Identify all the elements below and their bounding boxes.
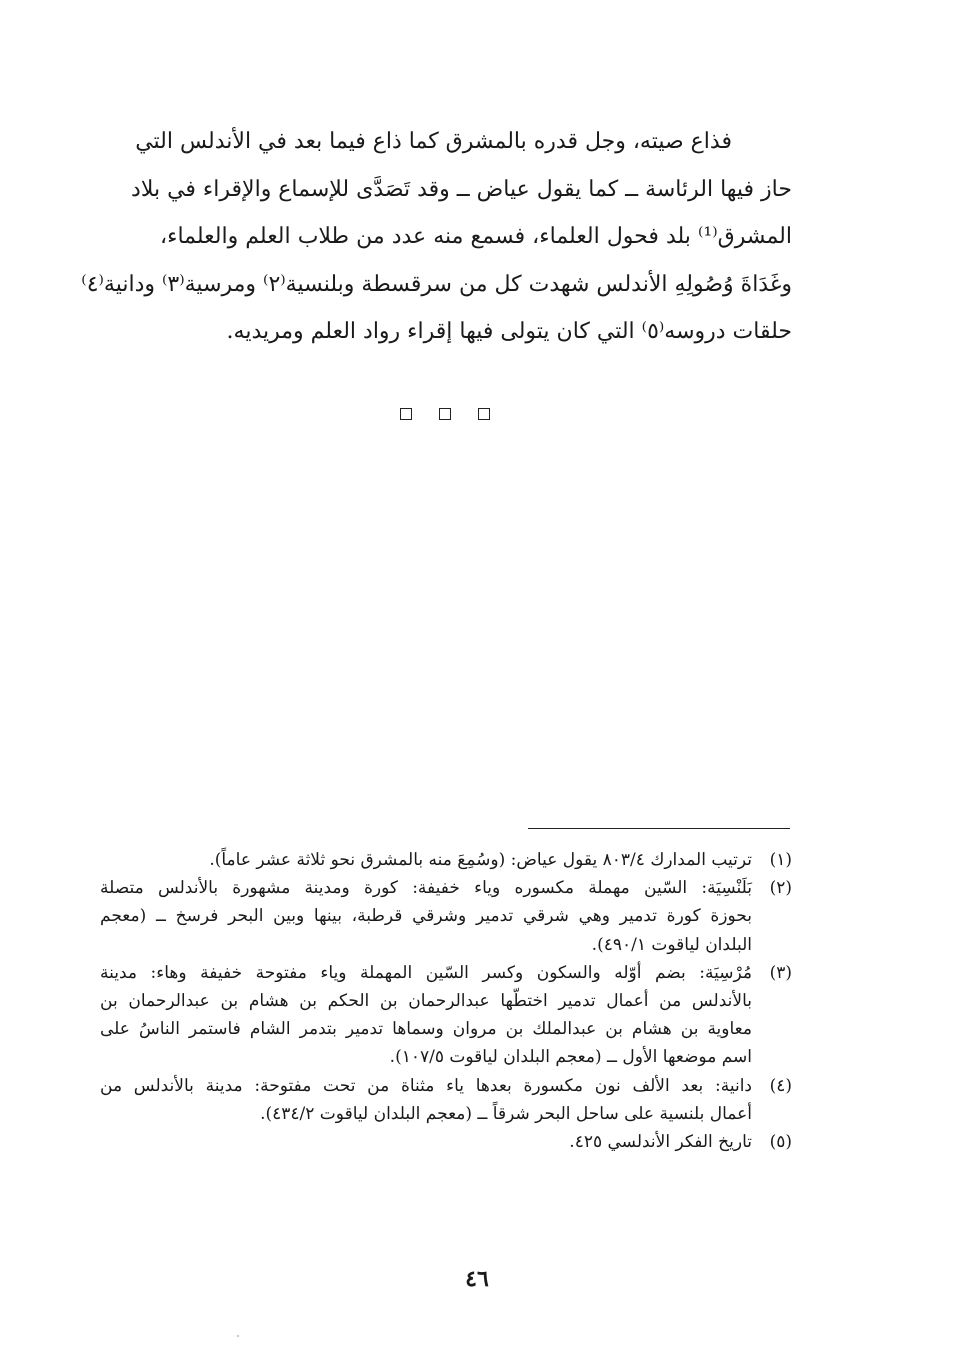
main-text-line: حاز فيها الرئاسة ــ كما يقول عياض ــ وقد تَصَدَّى للإسماع والإقراء في بلاد: [131, 176, 792, 202]
scan-speck: [237, 1335, 239, 1337]
footnotes-section: [100, 846, 792, 1156]
footnote-1: [100, 846, 792, 874]
footnote-4: [100, 1072, 792, 1128]
footnote-text: [100, 874, 752, 959]
footnote-number: (٣): [769, 962, 792, 983]
main-text-line: وغَدَاةَ وُصُولِهِ الأندلس شهدت كل من سرقسطة وبلنسية⁽٢⁾ ومرسية⁽٣⁾ ودانية⁽٤⁾: [81, 271, 792, 297]
footnote-line: ترتيب المدارك ٨٠٣/٤ يقول عياض: (وسُمِعَ منه بالمشرق نحو ثلاثة عشر عاماً).: [209, 850, 752, 870]
square-ornament-icon: [439, 408, 451, 420]
footnote-5: [100, 1128, 792, 1156]
footnote-2: [100, 874, 792, 959]
footnote-line: البلدان لياقوت ٤٩٠/١).: [591, 934, 752, 955]
footnote-line: أعمال بلنسية على ساحل البحر شرقاً ــ (معجم البلدان لياقوت ٤٣٤/٢).: [260, 1103, 752, 1124]
main-text-line: فذاع صيته، وجل قدره بالمشرق كما ذاع فيما بعد في الأندلس التي: [135, 129, 732, 154]
footnote-text: [100, 1072, 752, 1128]
footnote-number: (٥): [769, 1132, 792, 1153]
footnote-line: بالأندلس من أعمال تدمير اختطّها عبدالرحمان بن الحكم بن هشام بن عبدالرحمان بن: [100, 991, 752, 1012]
footnote-text: [100, 1128, 752, 1156]
footnote-line: مُرْسِيَة: بضم أوّله والسكون وكسر السّين المهملة وياء مفتوحة خفيفة وهاء: مدينة: [100, 962, 752, 983]
footnote-text: [100, 959, 752, 1072]
footnote-text: [100, 846, 752, 874]
footnote-line: اسم موضعها الأول ــ (معجم البلدان لياقوت ١٠٧/٥).: [389, 1047, 752, 1068]
footnote-line: معاوية بن هشام بن عبدالملك بن مروان وسماها تدمير بتدمر الشام فاستمر الناسُ على: [100, 1019, 752, 1040]
footnote-number: (١): [769, 850, 792, 870]
square-ornament-icon: [400, 408, 412, 420]
square-ornament-icon: [478, 408, 490, 420]
footnote-divider: [528, 828, 790, 829]
footnote-line: بَلَنْسِيَة: السّين مهملة مكسوره وياء خفيفة: كورة ومدينة مشهورة بالأندلس متصلة: [100, 878, 752, 899]
page-number: ٤٦: [465, 1266, 489, 1292]
footnote-line: تاريخ الفكر الأندلسي ٤٢٥.: [569, 1132, 752, 1153]
main-text-line: المشرق⁽¹⁾ بلد فحول العلماء، فسمع منه عدد من طلاب العلم والعلماء،: [160, 224, 792, 249]
footnote-number: (٤): [769, 1075, 792, 1096]
main-text-line: حلقات دروسه⁽٥⁾ التي كان يتولى فيها إقراء رواد العلم ومريديه.: [226, 319, 792, 344]
footnote-line: دانية: بعد الألف نون مكسورة بعدها ياء مثناة من تحت مفتوحة: مدينة بالأندلس من: [100, 1075, 752, 1096]
main-paragraph: [81, 118, 792, 356]
footnote-3: [100, 959, 792, 1072]
footnote-number: (٢): [769, 878, 792, 899]
section-separator: [400, 408, 490, 420]
footnote-line: بحوزة كورة تدمير وهي شرقي تدمير وشرقي قرطبة، بينها وبين البحر فرسخ ــ (معجم: [100, 906, 752, 927]
